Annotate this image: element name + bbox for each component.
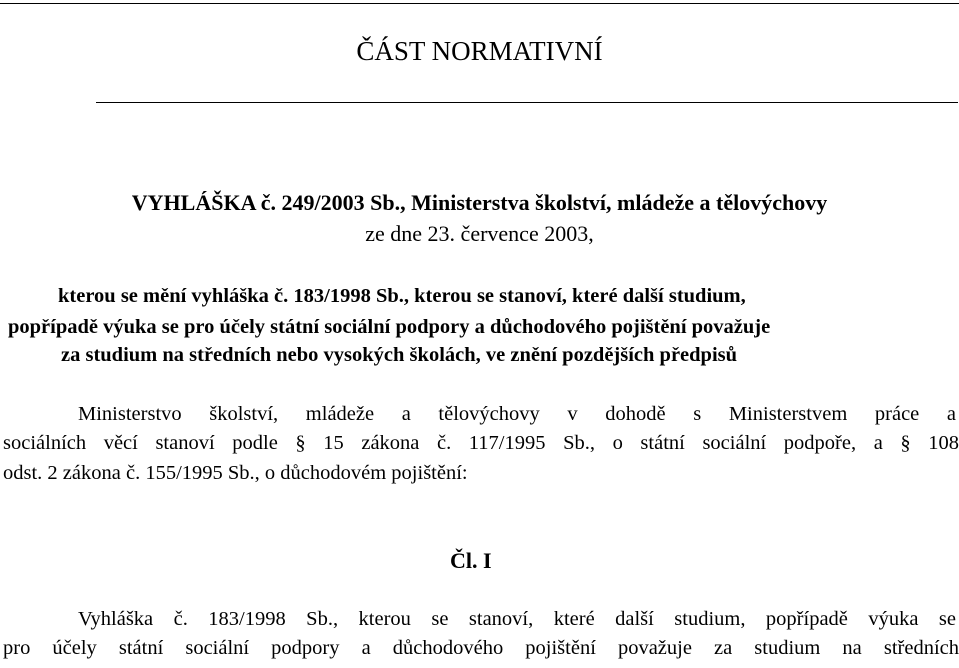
article-line: pro účely státní sociální podpory a důchodového pojištění považuje za studium na středních	[3, 637, 959, 659]
subject-line: za studium na středních nebo vysokých školách, ve znění pozdějších předpisů	[61, 344, 738, 366]
decree-title: VYHLÁŠKA č. 249/2003 Sb., Ministerstva školství, mládeže a tělovýchovy	[131, 190, 828, 215]
article-line: Vyhláška č. 183/1998 Sb., kterou se stanoví, které další studium, popřípadě výuka se	[78, 608, 956, 630]
subject-line: kterou se mění vyhláška č. 183/1998 Sb., kterou se stanoví, které další studium,	[58, 285, 746, 307]
top-divider	[0, 0, 959, 4]
title-underline	[96, 102, 958, 103]
part-title: ČÁST NORMATIVNÍ	[356, 36, 603, 66]
subject-line: popřípadě výuka se pro účely státní sociální podpory a důchodového pojištění považuje	[8, 316, 771, 338]
preamble-line: Ministerstvo školství, mládeže a tělovýchovy v dohodě s Ministerstvem práce a	[78, 403, 956, 425]
preamble-line: sociálních věcí stanoví podle § 15 zákona č. 117/1995 Sb., o státní sociální podpoře, a § 108	[3, 432, 959, 454]
decree-date: ze dne 23. července 2003,	[365, 221, 594, 246]
article-heading: Čl. I	[450, 548, 492, 573]
preamble-line: odst. 2 zákona č. 155/1995 Sb., o důchodovém pojištění:	[3, 462, 468, 484]
